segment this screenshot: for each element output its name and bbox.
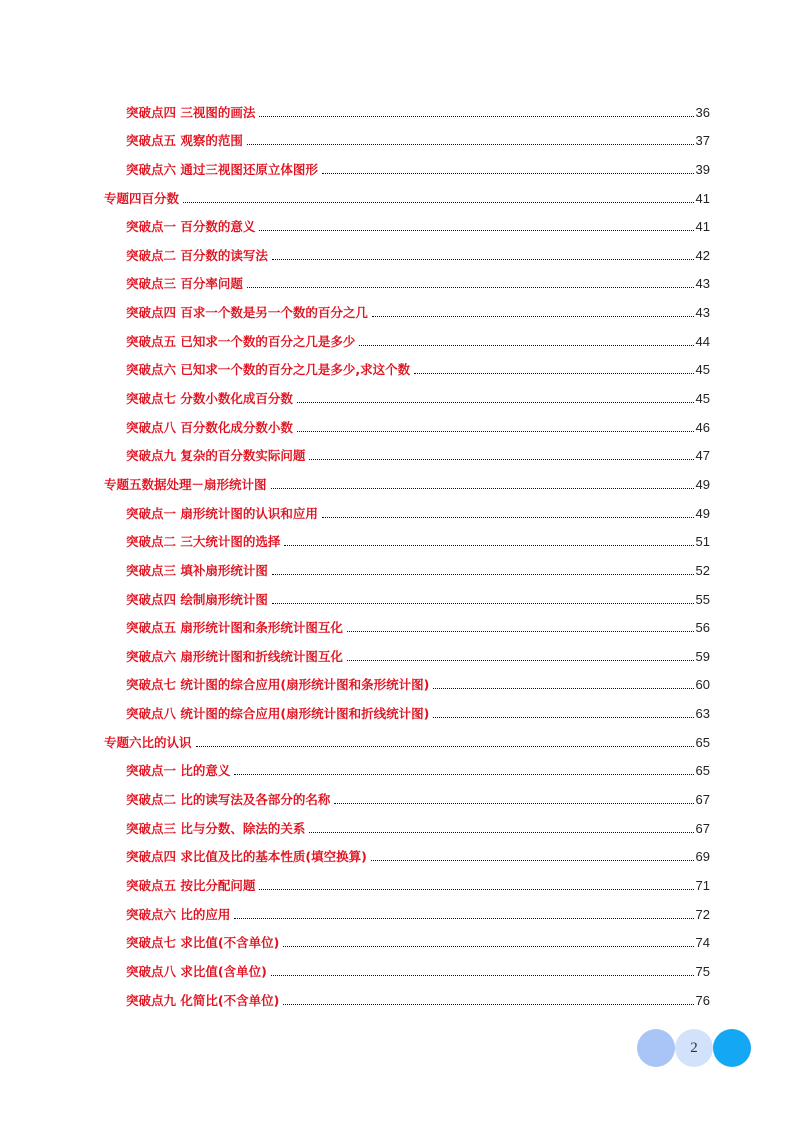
toc-entry-label: 突破点六 已知求一个数的百分之几是多少,求这个数 (126, 362, 411, 378)
toc-entry-label: 突破点二 三大统计图的选择 (126, 534, 281, 550)
toc-entry-page-number: 69 (695, 849, 710, 865)
toc-entry-page-number: 63 (695, 706, 710, 722)
toc-section-entry[interactable] (104, 497, 710, 526)
dot-leader (297, 402, 694, 403)
toc-entry-label: 突破点一 比的意义 (126, 763, 231, 779)
toc-entry-page-number: 45 (695, 362, 710, 378)
toc-entry-label: 突破点四 百求一个数是另一个数的百分之几 (126, 305, 368, 321)
dot-leader (322, 517, 694, 518)
dot-leader (347, 660, 694, 661)
toc-entry-label: 突破点八 百分数化成分数小数 (126, 419, 293, 435)
dot-leader (259, 889, 693, 890)
toc-entry-page-number: 65 (695, 763, 710, 779)
toc-entry-page-number: 60 (695, 677, 710, 693)
toc-entry-page-number: 44 (695, 333, 710, 349)
dot-leader (359, 345, 693, 346)
toc-entry-label: 突破点四 三视图的画法 (126, 104, 256, 120)
toc-entry-page-number: 72 (695, 906, 710, 922)
dot-leader (283, 1004, 693, 1005)
dot-leader (196, 746, 694, 747)
toc-section-entry[interactable] (104, 382, 710, 411)
toc-entry-page-number: 36 (695, 104, 710, 120)
dot-leader (347, 631, 694, 632)
toc-entry-page-number: 75 (695, 963, 710, 979)
toc-entry-label: 突破点五 按比分配问题 (126, 877, 256, 893)
dot-leader (234, 774, 693, 775)
dot-leader (247, 287, 694, 288)
toc-section-entry[interactable] (104, 697, 710, 726)
dot-leader (309, 459, 693, 460)
toc-entry-label: 专题五数据处理－扇形统计图 (104, 476, 267, 492)
toc-entry-label: 突破点七 统计图的综合应用(扇形统计图和条形统计图) (126, 677, 430, 693)
toc-section-entry[interactable] (104, 783, 710, 812)
toc-entry-label: 突破点三 百分率问题 (126, 276, 243, 292)
toc-section-entry[interactable] (104, 239, 710, 268)
toc-entry-label: 突破点六 比的应用 (126, 906, 231, 922)
toc-section-entry[interactable] (104, 96, 710, 125)
toc-section-entry[interactable] (104, 268, 710, 297)
toc-section-entry[interactable] (104, 354, 710, 383)
dot-leader (183, 202, 694, 203)
toc-entry-page-number: 71 (695, 877, 710, 893)
dot-leader (272, 603, 694, 604)
toc-section-entry[interactable] (104, 640, 710, 669)
toc-entry-label: 突破点九 复杂的百分数实际问题 (126, 448, 306, 464)
toc-section-entry[interactable] (104, 612, 710, 641)
toc-section-entry[interactable] (104, 554, 710, 583)
toc-entry-label: 突破点九 化简比(不含单位) (126, 992, 280, 1008)
toc-section-entry[interactable] (104, 669, 710, 698)
toc-entry-page-number: 41 (695, 219, 710, 235)
toc-entry-page-number: 56 (695, 620, 710, 636)
dot-leader (259, 230, 693, 231)
toc-entry-label: 突破点五 观察的范围 (126, 133, 243, 149)
dot-leader (334, 803, 693, 804)
dot-leader (272, 259, 694, 260)
toc-entry-label: 突破点一 扇形统计图的认识和应用 (126, 505, 318, 521)
dot-leader (247, 144, 694, 145)
dot-leader (271, 975, 694, 976)
toc-section-entry[interactable] (104, 869, 710, 898)
toc-entry-page-number: 67 (695, 792, 710, 808)
toc-section-entry[interactable] (104, 755, 710, 784)
toc-section-entry[interactable] (104, 411, 710, 440)
toc-entry-label: 突破点五 已知求一个数的百分之几是多少 (126, 333, 356, 349)
toc-section-entry[interactable] (104, 812, 710, 841)
toc-entry-page-number: 45 (695, 391, 710, 407)
toc-section-entry[interactable] (104, 211, 710, 240)
toc-section-entry[interactable] (104, 296, 710, 325)
dot-leader (234, 918, 693, 919)
toc-section-entry[interactable] (104, 927, 710, 956)
dot-leader (271, 488, 694, 489)
toc-entry-label: 突破点三 填补扇形统计图 (126, 562, 268, 578)
table-of-contents (104, 96, 710, 1013)
dot-leader (372, 316, 694, 317)
decorative-circle-right (713, 1029, 751, 1067)
toc-entry-page-number: 49 (695, 505, 710, 521)
toc-entry-label: 突破点四 求比值及比的基本性质(填空换算) (126, 849, 367, 865)
toc-entry-label: 突破点二 百分数的读写法 (126, 247, 268, 263)
toc-section-entry[interactable] (104, 898, 710, 927)
toc-entry-page-number: 37 (695, 133, 710, 149)
toc-entry-page-number: 67 (695, 820, 710, 836)
toc-entry-label: 突破点二 比的读写法及各部分的名称 (126, 792, 331, 808)
dot-leader (283, 946, 693, 947)
toc-entry-label: 突破点七 分数小数化成百分数 (126, 391, 293, 407)
toc-entry-page-number: 59 (695, 648, 710, 664)
toc-entry-page-number: 52 (695, 562, 710, 578)
dot-leader (284, 545, 693, 546)
dot-leader (309, 832, 693, 833)
toc-entry-page-number: 43 (695, 305, 710, 321)
toc-entry-label: 专题四百分数 (104, 190, 180, 206)
toc-entry-page-number: 43 (695, 276, 710, 292)
toc-entry-page-number: 76 (695, 992, 710, 1008)
toc-section-entry[interactable] (104, 125, 710, 154)
toc-entry-page-number: 46 (695, 419, 710, 435)
toc-entry-label: 突破点三 比与分数、除法的关系 (126, 820, 306, 836)
toc-section-entry[interactable] (104, 984, 710, 1013)
dot-leader (433, 688, 693, 689)
toc-entry-page-number: 47 (695, 448, 710, 464)
toc-entry-label: 突破点六 通过三视图还原立体图形 (126, 161, 318, 177)
dot-leader (297, 431, 694, 432)
toc-entry-label: 突破点八 统计图的综合应用(扇形统计图和折线统计图) (126, 706, 430, 722)
toc-entry-label: 突破点七 求比值(不含单位) (126, 935, 280, 951)
toc-entry-label: 突破点四 绘制扇形统计图 (126, 591, 268, 607)
toc-section-entry[interactable] (104, 526, 710, 555)
toc-entry-page-number: 49 (695, 476, 710, 492)
page-number-badge (637, 1029, 753, 1067)
toc-entry-page-number: 42 (695, 247, 710, 263)
toc-entry-label: 突破点五 扇形统计图和条形统计图互化 (126, 620, 343, 636)
toc-entry-label: 突破点八 求比值(含单位) (126, 963, 267, 979)
toc-entry-page-number: 39 (695, 161, 710, 177)
toc-entry-label: 专题六比的认识 (104, 734, 192, 750)
toc-entry-page-number: 65 (695, 734, 710, 750)
toc-chapter-entry[interactable] (104, 182, 710, 211)
page-number: 2 (690, 1040, 698, 1056)
toc-entry-page-number: 51 (695, 534, 710, 550)
toc-entry-page-number: 41 (695, 190, 710, 206)
toc-section-entry[interactable] (104, 583, 710, 612)
dot-leader (322, 173, 694, 174)
toc-entry-label: 突破点六 扇形统计图和折线统计图互化 (126, 648, 343, 664)
toc-section-entry[interactable] (104, 440, 710, 469)
toc-section-entry[interactable] (104, 153, 710, 182)
toc-section-entry[interactable] (104, 955, 710, 984)
toc-entry-page-number: 74 (695, 935, 710, 951)
toc-entry-page-number: 55 (695, 591, 710, 607)
dot-leader (272, 574, 694, 575)
toc-chapter-entry[interactable] (104, 726, 710, 755)
decorative-circle-left (637, 1029, 675, 1067)
toc-chapter-entry[interactable] (104, 468, 710, 497)
toc-entry-label: 突破点一 百分数的意义 (126, 219, 256, 235)
toc-section-entry[interactable] (104, 841, 710, 870)
dot-leader (371, 860, 694, 861)
dot-leader (259, 116, 693, 117)
dot-leader (433, 717, 693, 718)
dot-leader (414, 373, 693, 374)
toc-section-entry[interactable] (104, 325, 710, 354)
